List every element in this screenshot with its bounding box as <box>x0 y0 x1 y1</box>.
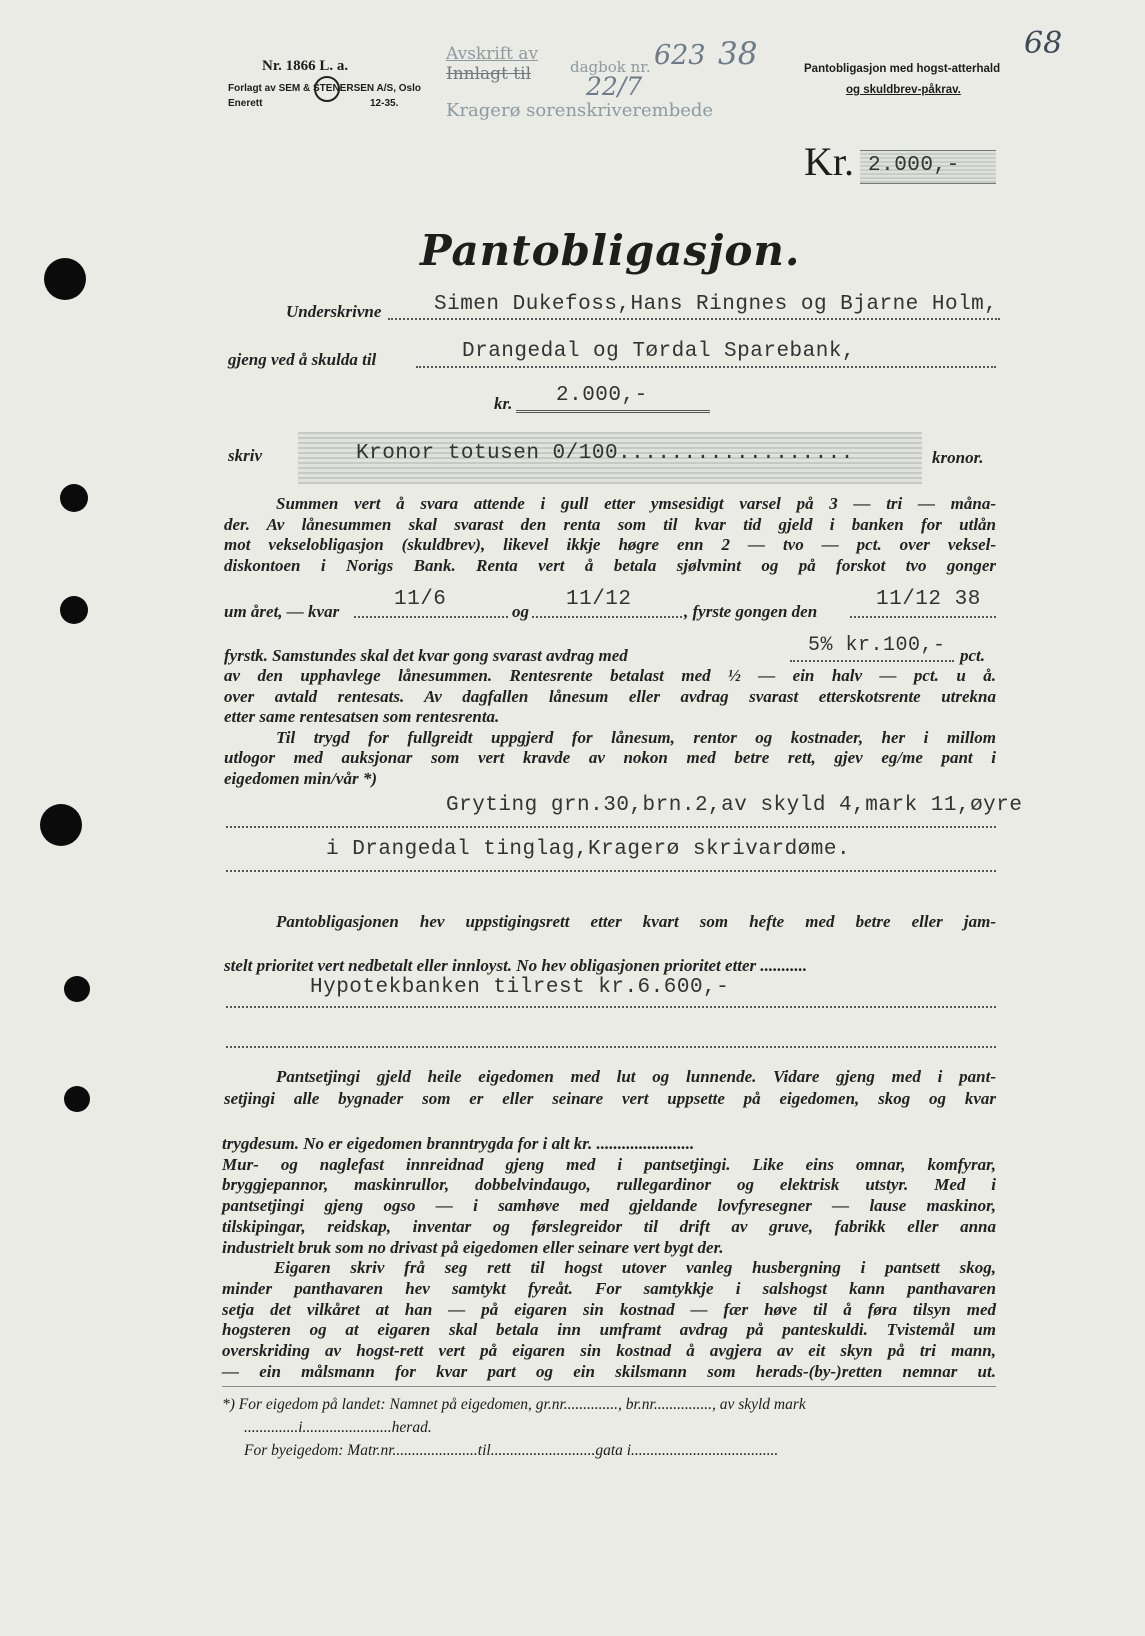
property-dots-1 <box>226 826 996 828</box>
stamp-line1-b: dagbok nr. <box>570 58 651 76</box>
page-number: 68 <box>1024 26 1063 61</box>
text-line: diskontoen i Norigs Bank. Renta vert å betala sjølvmint og på forskot tvo gonger <box>224 555 996 575</box>
paragraph-terms <box>224 666 996 790</box>
dagbok-year: 38 <box>718 36 758 72</box>
punch-hole <box>60 484 88 512</box>
text-line: eigedomen min/vår *) <box>224 768 377 788</box>
undersigned-dots <box>388 318 1000 320</box>
punch-hole <box>64 976 90 1002</box>
debt-dots <box>416 366 996 368</box>
text-line: Eigaren skriv frå seg rett til hogst utover vanleg husbergning i pantsett skog, <box>274 1258 996 1278</box>
stamp-line1-a: Avskrift av <box>446 44 539 64</box>
punch-hole <box>60 596 88 624</box>
punch-hole <box>64 1086 90 1112</box>
publisher-logo <box>314 76 340 102</box>
text-line: trygdesum. No er eigedomen branntrygda for i alt kr. ....................... <box>222 1134 695 1153</box>
stamp-line2: Innlagt til <box>446 64 532 84</box>
skriv-value[interactable]: Kronor totusen 0/100.................. <box>356 442 854 465</box>
property-line-1[interactable]: Gryting grn.30,brn.2,av skyld 4,mark 11,øyre <box>446 794 1023 817</box>
undersigned-value[interactable]: Simen Dukefoss,Hans Ringnes og Bjarne Holm, <box>434 293 998 316</box>
footnote-line-3: For byeigedom: Matr.nr......................til...........................gata i...................................... <box>244 1442 779 1459</box>
installment-label: fyrstk. Samstundes skal det kvar gong svarast avdrag med <box>224 646 628 665</box>
paragraph-mortgage-scope <box>224 1066 996 1110</box>
text-line: Mur- og naglefast innreidnad gjeng med i pantsetjingi. Like eins omnar, komfyrar, <box>222 1154 996 1174</box>
priority-dots-1 <box>226 1006 996 1008</box>
text-line: Summen vert å svara attende i gull etter ymsesidigt varsel på 3 — tri — måna- <box>276 494 996 513</box>
installment-value[interactable]: 5% kr.100,- <box>808 634 946 657</box>
text-line: utlogor med auksjonar som vert kravde av nokon med betre rett, gjev eg/me pant i <box>224 748 996 768</box>
text-line: tilskipingar, reidskap, inventar og førslegreidor til drift av gruve, fabrikk eller anna <box>222 1216 996 1236</box>
property-dots-2 <box>226 870 996 872</box>
kr-value[interactable]: 2.000,- <box>556 384 648 407</box>
form-type-line2: og skuldbrev-påkrav. <box>846 84 961 96</box>
publisher-edition: 12-35. <box>370 98 399 109</box>
text-line: industrielt bruk som no drivast på eigedomen eller seinare vert bygt der. <box>222 1237 724 1257</box>
text-line: minder panthavaren hev samtykt fyreåt. For samtykkje i salshogst kann panthavaren <box>222 1278 996 1298</box>
form-number: Nr. 1866 L. a. <box>262 58 349 74</box>
text-line: setja det vilkåret at han — på eigaren sin kostnad — fær høve til å føra tilsyn med <box>222 1299 996 1319</box>
installment-dots <box>790 660 954 662</box>
interest-prefix: um året, — kvar <box>224 602 340 621</box>
text-line: overskriding av hogst-rett vert på eigaren sin kostnad å avgjera av eit skyn på tri mann, <box>222 1341 996 1361</box>
property-line-2[interactable]: i Drangedal tinglag,Kragerø skrivardøme. <box>326 838 851 861</box>
interest-first-date[interactable]: 11/12 38 <box>876 588 981 611</box>
text-line: hogsteren og at eigaren skal betala inn umframt avdrag på panteskuldi. Tvistemål um <box>222 1320 996 1340</box>
interest-date2[interactable]: 11/12 <box>566 588 632 611</box>
paragraph-repayment <box>224 494 996 576</box>
paragraph-insurance-logging <box>222 1134 996 1382</box>
punch-hole <box>40 804 82 846</box>
kr-label: kr. <box>494 394 513 413</box>
installment-suffix: pct. <box>960 646 986 665</box>
punch-hole <box>44 258 86 300</box>
stamp-date: 22/7 <box>586 72 643 101</box>
interest-dots3 <box>850 616 996 618</box>
text-line: mot vekselobligasjon (skuldbrev), likevel ikkje høgre enn 2 — tvo — pct. over veksel- <box>224 535 996 555</box>
undersigned-label: Underskrivne <box>286 302 382 321</box>
text-line: Pantobligasjonen hev uppstigingsrett etter kvart som hefte med betre eller jam- <box>276 912 996 931</box>
amount-value: 2.000,- <box>868 154 960 177</box>
publisher-line: Forlagt av SEM & STENERSEN A/S, Oslo <box>228 83 421 94</box>
text-line: setjingi alle bygnader som er eller seinare vert uppsette på eigedomen, skog og kvar <box>224 1089 996 1108</box>
text-line: der. Av lånesummen skal svarast den renta som til kvar tid gjeld i banken for utlån <box>224 514 996 534</box>
kr-dots <box>516 410 710 413</box>
text-line: Pantsetjingi gjeld heile eigedomen med lut og lunnende. Vidare gjeng med i pant- <box>276 1067 996 1086</box>
debt-value[interactable]: Drangedal og Tørdal Sparebank, <box>462 340 856 363</box>
kronor-label: kronor. <box>932 448 984 467</box>
amount-prefix: Kr. <box>804 139 854 184</box>
publisher-exclusive: Enerett <box>228 98 263 109</box>
interest-dots2 <box>532 616 682 618</box>
dagbok-number: 623 <box>654 40 706 71</box>
priority-value[interactable]: Hypotekbanken tilrest kr.6.600,- <box>310 976 730 999</box>
skriv-label: skriv <box>228 446 262 465</box>
text-line: etter same rentesatsen som rentesrenta. <box>224 707 500 727</box>
footnote-divider <box>222 1386 996 1387</box>
text-line: — ein målsmann for kvar part og ein skilsmann som herads-(by-)retten nemnar ut. <box>222 1361 996 1381</box>
priority-dots-2 <box>226 1046 996 1048</box>
interest-og: og <box>512 602 529 621</box>
footnote-line-1: *) For eigedom på landet: Namnet på eigedomen, gr.nr.............., br.nr..............., av skyld mark <box>222 1396 806 1413</box>
form-type-line1: Pantobligasjon med hogst-atterhald <box>804 63 1001 75</box>
interest-dots1 <box>354 616 508 618</box>
debt-label: gjeng ved å skulda til <box>228 350 377 369</box>
text-line: pantsetjingi gjeng ogso — i samhøve med gjeldande lovfyresegner — lause maskinor, <box>222 1196 996 1216</box>
footnote-line-2: ..............i.......................herad. <box>244 1419 432 1436</box>
text-line: av den upphavlege lånesummen. Rentesrente betalast med ½ — ein halv — pct. u å. <box>224 666 996 685</box>
text-line: bryggjepannor, maskinrullor, dobbelvindaugo, rullegardinor og elektrisk utstyr. Med i <box>222 1175 996 1195</box>
interest-date1[interactable]: 11/6 <box>394 588 447 611</box>
stamp-office: Kragerø sorenskriverembede <box>446 100 714 121</box>
text-line: stelt prioritet vert nedbetalt eller innloyst. No hev obligasjonen prioritet etter ........... <box>224 956 808 975</box>
text-line: Til trygd for fullgreidt uppgjerd for lånesum, rentor og kostnader, her i millom <box>276 727 996 747</box>
text-line: over avtald rentesats. Av dagfallen lånesum eller avdrag svarast etterskotsrente utrekna <box>224 686 996 706</box>
interest-first-label: , fyrste gongen den <box>684 602 818 621</box>
page-title: Pantobligasjon. <box>420 226 801 275</box>
paragraph-priority <box>224 900 996 988</box>
